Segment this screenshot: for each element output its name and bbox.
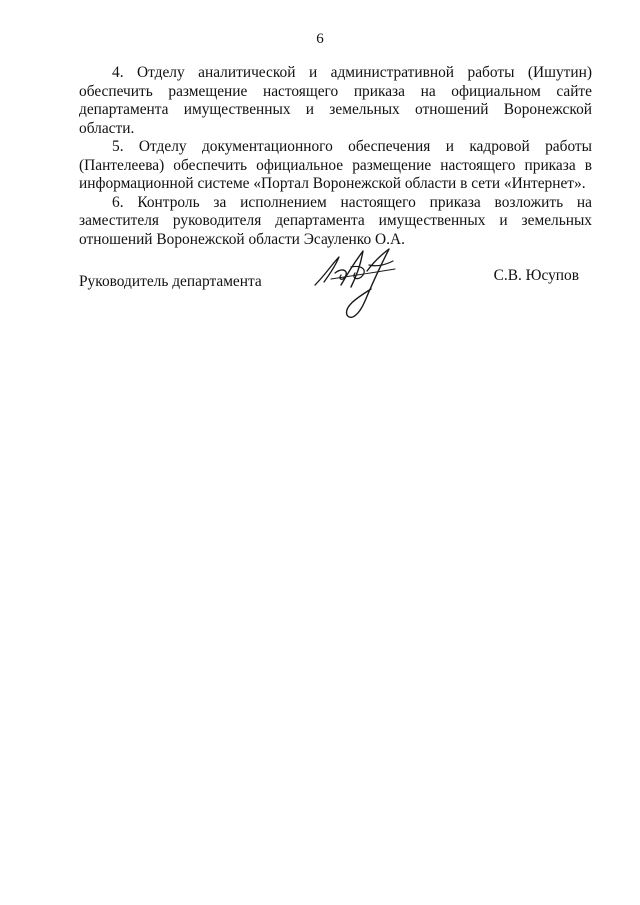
- signatory-name: С.В. Юсупов: [493, 267, 579, 284]
- document-body: [79, 64, 592, 249]
- paragraph-6: 6. Контроль за исполнением настоящего приказа возложить на заместителя руководителя департамента имущественных и земельных отношений Воронежской области Эсауленко О.А.: [79, 193, 592, 248]
- signature-block: [79, 245, 592, 325]
- page-number: 6: [316, 31, 324, 47]
- signatory-title: Руководитель департамента: [79, 273, 262, 290]
- paragraph-5: 5. Отделу документационного обеспечения и кадровой работы (Пантелеева) обеспечить официальное размещение настоящего приказа в информационной системе «Портал Воронежской области в сети «Интернет».: [79, 138, 592, 192]
- handwritten-signature: [311, 245, 406, 325]
- paragraph-4: 4. Отделу аналитической и административной работы (Ишутин) обеспечить размещение настоящего приказа на официальном сайте департамента имущественных и земельных отношений Воронежской области.: [79, 64, 592, 137]
